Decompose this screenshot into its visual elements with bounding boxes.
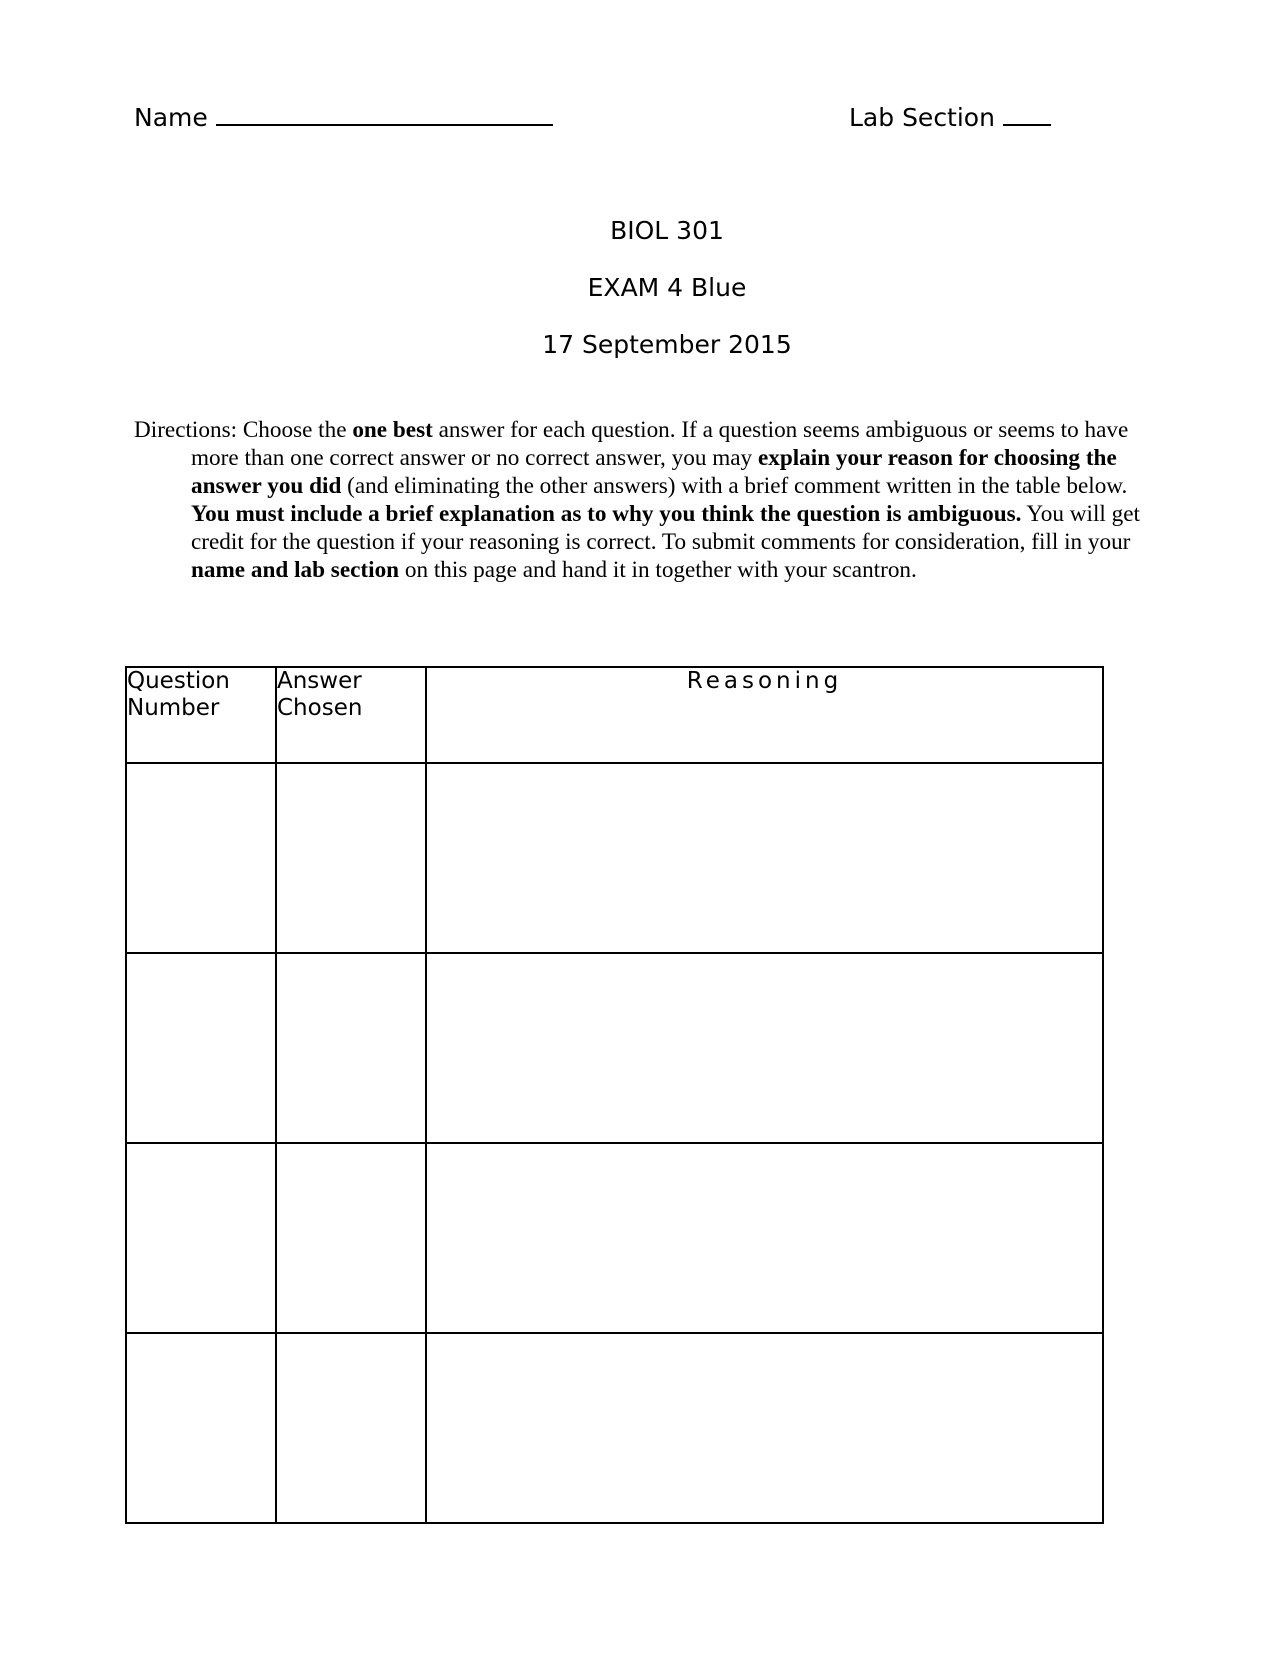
table-row: [126, 1333, 1103, 1523]
course-title: BIOL 301: [610, 216, 724, 245]
directions-text-1: Directions: Choose the: [134, 417, 353, 443]
question-number-cell[interactable]: [126, 953, 276, 1143]
reasoning-cell[interactable]: [426, 1333, 1103, 1523]
table-row: [126, 953, 1103, 1143]
question-number-cell[interactable]: [126, 763, 276, 953]
lab-section-field: [849, 98, 1051, 132]
column-header-question-line1: Question: [127, 668, 230, 694]
reasoning-cell[interactable]: [426, 763, 1103, 953]
lab-section-blank[interactable]: [1003, 98, 1051, 126]
exam-date: 17 September 2015: [542, 330, 792, 359]
name-field: [134, 98, 553, 132]
directions-text-5: on this page and hand it in together with your scantron.: [399, 557, 917, 583]
lab-section-label: Lab Section: [849, 103, 995, 132]
column-header-answer-line1: Answer: [277, 668, 362, 694]
reasoning-cell[interactable]: [426, 953, 1103, 1143]
table-header-row: [126, 667, 1103, 763]
name-label: Name: [134, 103, 208, 132]
directions-emphasis-3: You must include a brief explanation as to why you think the question is ambiguous.: [191, 501, 1022, 527]
directions-text-3: (and eliminating the other answers) with a brief comment written in the table below.: [341, 473, 1128, 499]
directions-text-2: answer for each question. If a question seems ambiguous or seems to have more than one correct answer or no correct answer, you may: [191, 417, 1129, 471]
answer-chosen-cell[interactable]: [276, 1333, 426, 1523]
question-number-cell[interactable]: [126, 1143, 276, 1333]
table-row: [126, 763, 1103, 953]
directions-emphasis-1: one best: [352, 417, 433, 443]
directions-emphasis-4: name and lab section: [191, 557, 400, 583]
answer-chosen-cell[interactable]: [276, 953, 426, 1143]
column-header-answer-line2: Chosen: [277, 695, 363, 721]
directions-emphasis-2: explain your reason for choosing the answer you did: [191, 445, 1117, 499]
directions-paragraph: [134, 416, 1154, 584]
directions-text-4: You will get credit for the question if your reasoning is correct. To submit comments for consideration, fill in your: [191, 501, 1140, 555]
reasoning-cell[interactable]: [426, 1143, 1103, 1333]
answer-chosen-cell[interactable]: [276, 763, 426, 953]
column-header-question-number: [126, 667, 276, 763]
question-number-cell[interactable]: [126, 1333, 276, 1523]
name-blank[interactable]: [216, 98, 553, 126]
table-row: [126, 1143, 1103, 1333]
answer-chosen-cell[interactable]: [276, 1143, 426, 1333]
column-header-reasoning: Reasoning: [426, 667, 1103, 763]
exam-title: EXAM 4 Blue: [587, 273, 747, 302]
column-header-question-line2: Number: [127, 695, 220, 721]
column-header-answer-chosen: [276, 667, 426, 763]
reasoning-table: [125, 666, 1104, 1524]
